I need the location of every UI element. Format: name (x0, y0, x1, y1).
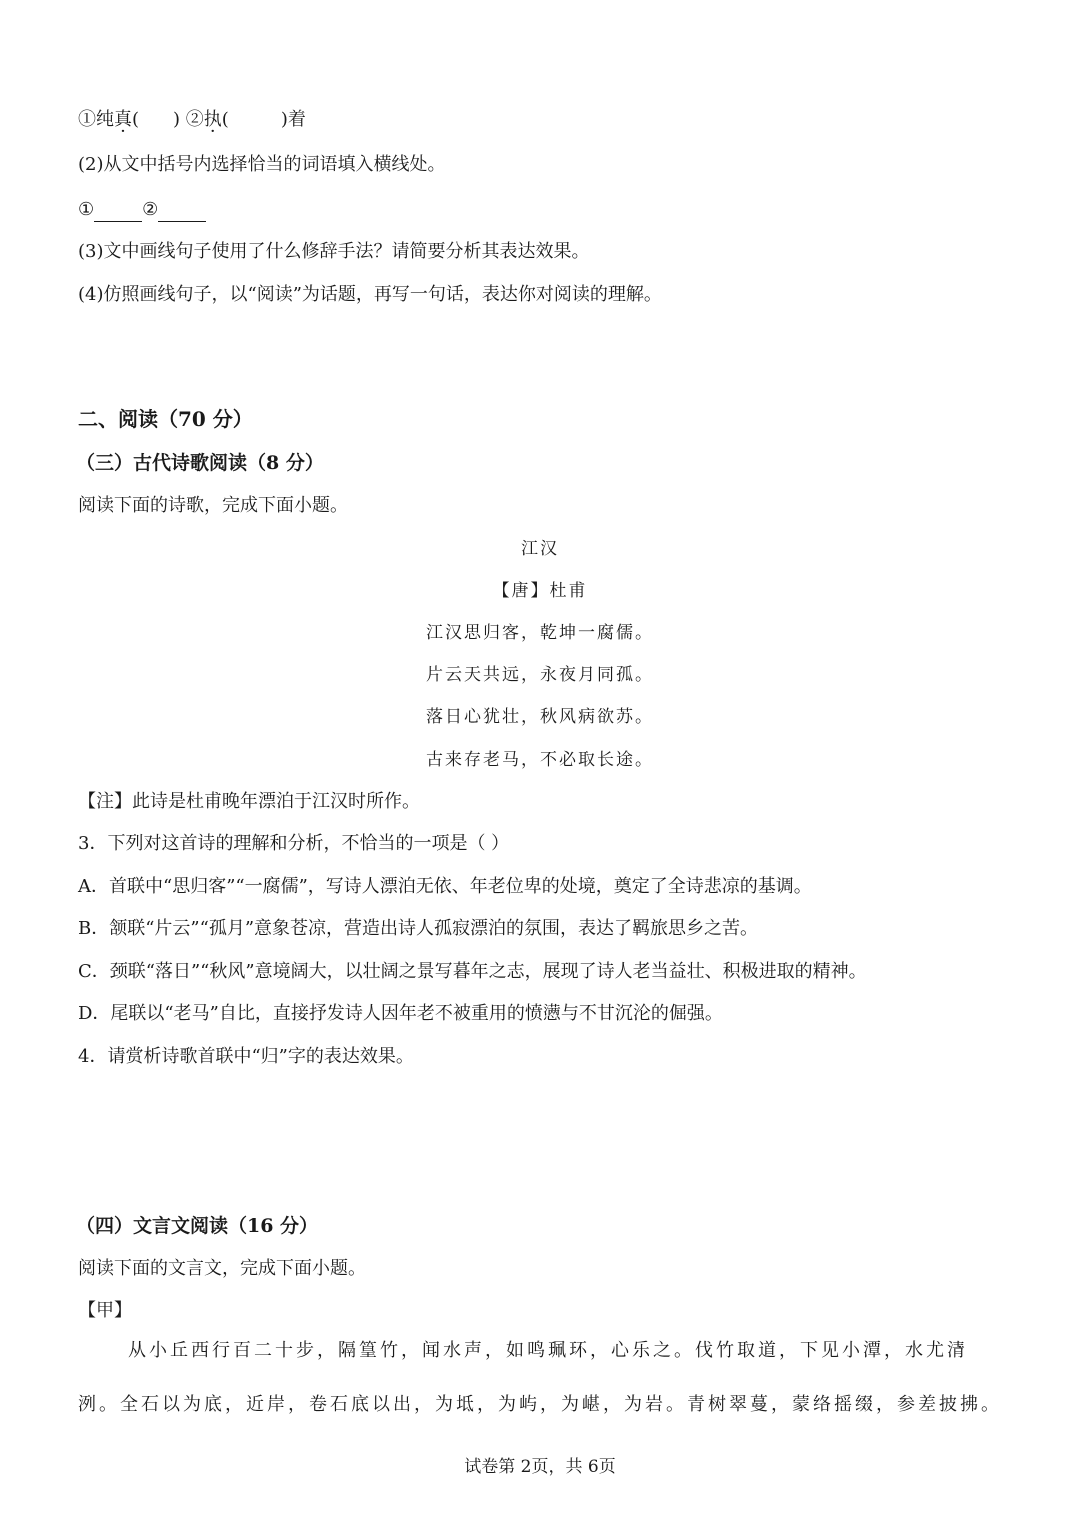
part3-title: （三）古代诗歌阅读（8 分） (76, 452, 324, 474)
poem-note: 【注】此诗是杜甫晚年漂泊于江汉时所作。 (78, 791, 420, 812)
q2-sub4: (4)仿照画线句子，以“阅读”为话题，再写一句话，表达你对阅读的理解。 (78, 284, 662, 305)
fill-blank[interactable] (94, 203, 142, 222)
classical-text: 从小丘西行百二十步，隔篁竹，闻水声，如鸣珮环，心乐之。伐竹取道，下见小潭，水尤 ·清洌。全石以为底，近岸，卷石底以出，为坻，为屿，为嵁，为岩。青树翠蔓，蒙络摇缀，参差披拂。 (78, 1324, 1002, 1432)
poem-line: 落日心犹壮，秋风病欲苏。 (426, 707, 654, 727)
option-c[interactable]: C．颈联“落日”“秋风”意境阔大，以壮阔之景写暮年之志，展现了诗人老当益壮、积极进取的精神。 (78, 961, 867, 982)
poem-line: 江汉思归客，乾坤一腐儒。 (426, 623, 654, 643)
question-4: 4．请赏析诗歌首联中“归”字的表达效果。 (78, 1046, 414, 1067)
fill-blank[interactable] (158, 203, 206, 222)
page-footer: 试卷第 2页，共 6页 (464, 1457, 616, 1477)
poem-line: 古来存老马，不必取长途。 (426, 750, 654, 770)
q2-sub3: (3)文中画线句子使用了什么修辞手法？请简要分析其表达效果。 (78, 241, 590, 262)
emphasis-char: 真 (114, 109, 132, 130)
part3-intro: 阅读下面的诗歌，完成下面小题。 (78, 495, 348, 516)
question-3: 3．下列对这首诗的理解和分析，不恰当的一项是（ ） (78, 833, 510, 854)
option-b[interactable]: B．颔联“片云”“孤月”意象苍凉，营造出诗人孤寂漂泊的氛围，表达了羁旅思乡之苦。 (78, 918, 759, 939)
jia-label: 【甲】 (78, 1300, 132, 1321)
poem-author: 【唐】杜甫 (492, 581, 588, 601)
option-d[interactable]: D．尾联以“老马”自比，直接抒发诗人因年老不被重用的愤懑与不甘沉沦的倔强。 (78, 1003, 723, 1024)
part4-title: （四）文言文阅读（16 分） (76, 1215, 319, 1237)
q2-sub2-blanks: ① ② (78, 198, 206, 222)
part4-intro: 阅读下面的文言文，完成下面小题。 (78, 1258, 366, 1279)
emphasis-char: 执 (203, 109, 222, 130)
emphasis-char: 尤 · (926, 1340, 947, 1361)
q2-sub1: ①纯真( ) ②执( )着 (78, 109, 306, 130)
option-a[interactable]: A．首联中“思归客”“一腐儒”，写诗人漂泊无依、年老位卑的处境，奠定了全诗悲凉的基调。 (78, 876, 812, 897)
section-title: 二、阅读（70 分） (78, 407, 253, 431)
poem-title: 江汉 (521, 539, 559, 559)
poem-line: 片云天共远，永夜月同孤。 (426, 665, 654, 685)
q2-sub2: (2)从文中括号内选择恰当的词语填入横线处。 (78, 154, 446, 175)
